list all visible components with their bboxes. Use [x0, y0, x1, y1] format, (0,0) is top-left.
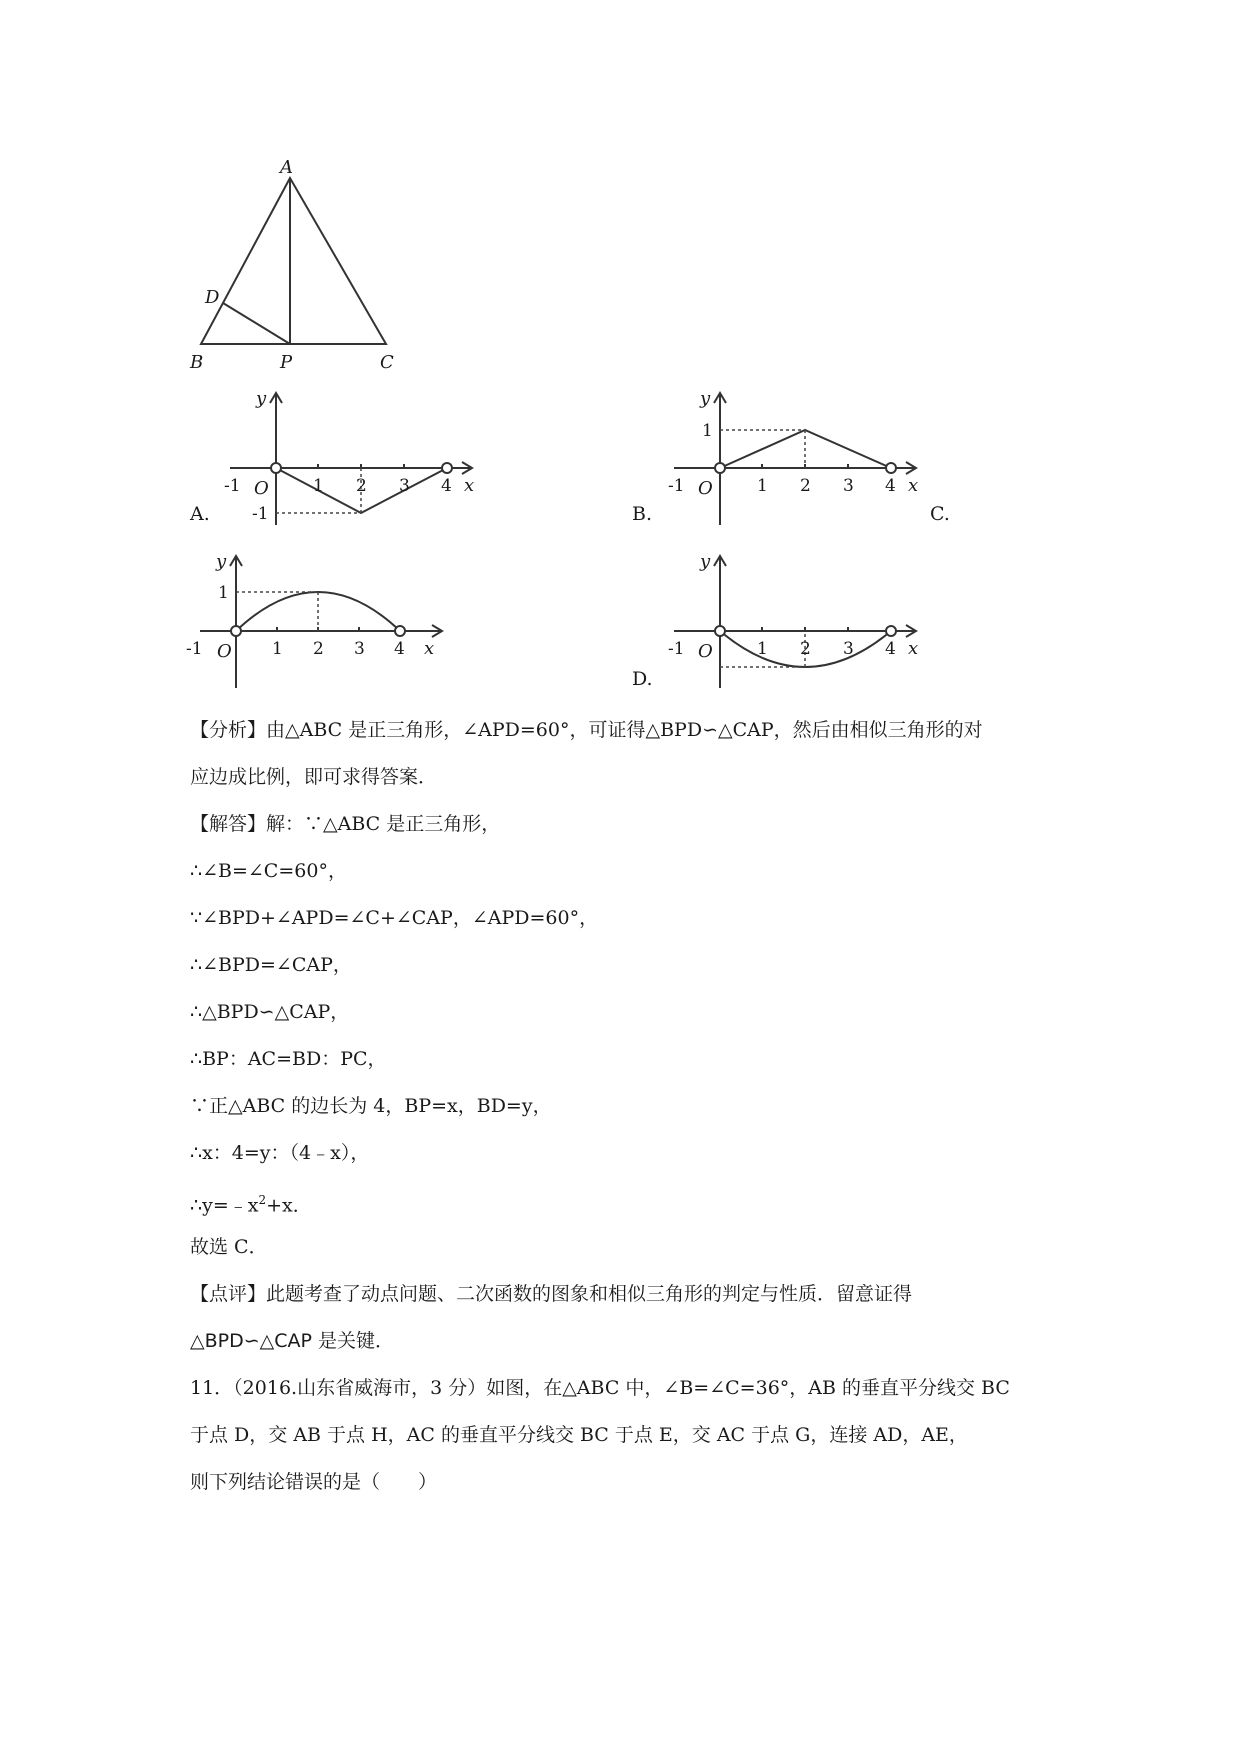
option-c-graph	[180, 548, 450, 693]
origin-label: O	[254, 478, 269, 499]
tick-label: 1	[272, 639, 283, 659]
option-d-graph	[654, 548, 924, 693]
y-label: y	[256, 388, 267, 409]
tick-label: 1	[757, 476, 768, 496]
option-a-graph	[210, 385, 480, 530]
solution-line-1: 【解答】解：∵△ABC 是正三角形，	[190, 813, 501, 835]
origin-label: O	[698, 478, 713, 499]
open-point	[715, 463, 725, 473]
exponent: 2	[258, 1193, 267, 1207]
tick-label: 4	[441, 476, 452, 496]
label-p: P	[280, 352, 293, 373]
open-point	[886, 463, 896, 473]
y-tick-label: 1	[218, 583, 229, 603]
tick-label: 1	[757, 639, 768, 659]
origin-label: O	[217, 641, 232, 662]
solution-line-10: 故选 C．	[190, 1236, 268, 1258]
question-11-line-3: 则下列结论错误的是（ ）	[190, 1471, 438, 1493]
label-b: B	[190, 352, 204, 373]
label-a: A	[280, 157, 293, 178]
tick-label: 2	[313, 639, 324, 659]
option-d-label: D.	[632, 668, 653, 690]
y-label: y	[700, 551, 711, 572]
solution-line-4: ∴∠BPD=∠CAP，	[190, 954, 352, 976]
x-label: x	[424, 638, 435, 659]
tick-label: 3	[843, 639, 854, 659]
tick-label: 3	[843, 476, 854, 496]
open-point	[231, 626, 241, 636]
tick-label: 1	[313, 476, 324, 496]
origin-label: O	[698, 641, 713, 662]
open-point	[886, 626, 896, 636]
option-b-label: B.	[632, 503, 653, 525]
option-b-graph	[654, 385, 924, 530]
solution-line-3: ∵∠BPD+∠APD=∠C+∠CAP，∠APD=60°，	[190, 907, 599, 929]
triangle-figure	[180, 150, 420, 380]
analysis-line-2: 应边成比例，即可求得答案．	[190, 766, 438, 788]
open-point	[715, 626, 725, 636]
x-label: x	[464, 475, 475, 496]
option-a-label: A.	[190, 503, 210, 525]
tick-label: 2	[800, 476, 811, 496]
tick-label: 2	[356, 476, 367, 496]
option-c-label: C.	[930, 503, 950, 525]
tick-label: 2	[800, 639, 811, 659]
triangle-abc	[201, 178, 386, 344]
y-tick-label: -1	[252, 504, 269, 524]
solution-line-5: ∴△BPD∽△CAP，	[190, 1001, 350, 1023]
solution-line-6: ∴BP：AC=BD：PC，	[190, 1048, 387, 1070]
segment-dp	[223, 303, 290, 344]
y-label: y	[216, 551, 227, 572]
x-label: x	[908, 638, 919, 659]
y-tick-label: 1	[702, 421, 713, 441]
comment-line-2: △BPD∽△CAP 是关键．	[190, 1330, 395, 1352]
label-d: D	[205, 287, 220, 308]
tick-label: 3	[354, 639, 365, 659]
open-point	[442, 463, 452, 473]
question-11-line-2: 于点 D，交 AB 于点 H，AC 的垂直平分线交 BC 于点 E，交 AC 于点 G，连接 AD，AE，	[190, 1424, 968, 1446]
equation-part: ∴y=﹣x	[190, 1194, 259, 1217]
tick-label: -1	[668, 476, 685, 496]
tick-label: -1	[186, 639, 203, 659]
solution-line-8: ∴x：4=y：（4﹣x），	[190, 1142, 370, 1164]
tick-label: -1	[668, 639, 685, 659]
tick-label: -1	[224, 476, 241, 496]
open-point	[271, 463, 281, 473]
solution-line-9	[190, 1186, 312, 1219]
label-c: C	[380, 352, 394, 373]
solution-line-2: ∴∠B=∠C=60°，	[190, 860, 347, 882]
solution-line-7: ∵正△ABC 的边长为 4，BP=x，BD=y，	[190, 1095, 552, 1117]
x-label: x	[908, 475, 919, 496]
tick-label: 3	[399, 476, 410, 496]
tick-label: 4	[394, 639, 405, 659]
equation-part: +x．	[266, 1194, 312, 1217]
tick-label: 4	[885, 639, 896, 659]
y-label: y	[700, 388, 711, 409]
comment-line-1: 【点评】此题考查了动点问题、二次函数的图象和相似三角形的判定与性质．留意证得	[190, 1283, 913, 1305]
open-point	[395, 626, 405, 636]
tick-label: 4	[885, 476, 896, 496]
analysis-line-1: 【分析】由△ABC 是正三角形，∠APD=60°，可证得△BPD∽△CAP，然后由相似三角形的对	[190, 719, 983, 741]
question-11-line-1: 11．（2016.山东省威海市，3 分）如图，在△ABC 中，∠B=∠C=36°，AB 的垂直平分线交 BC	[190, 1377, 1010, 1399]
